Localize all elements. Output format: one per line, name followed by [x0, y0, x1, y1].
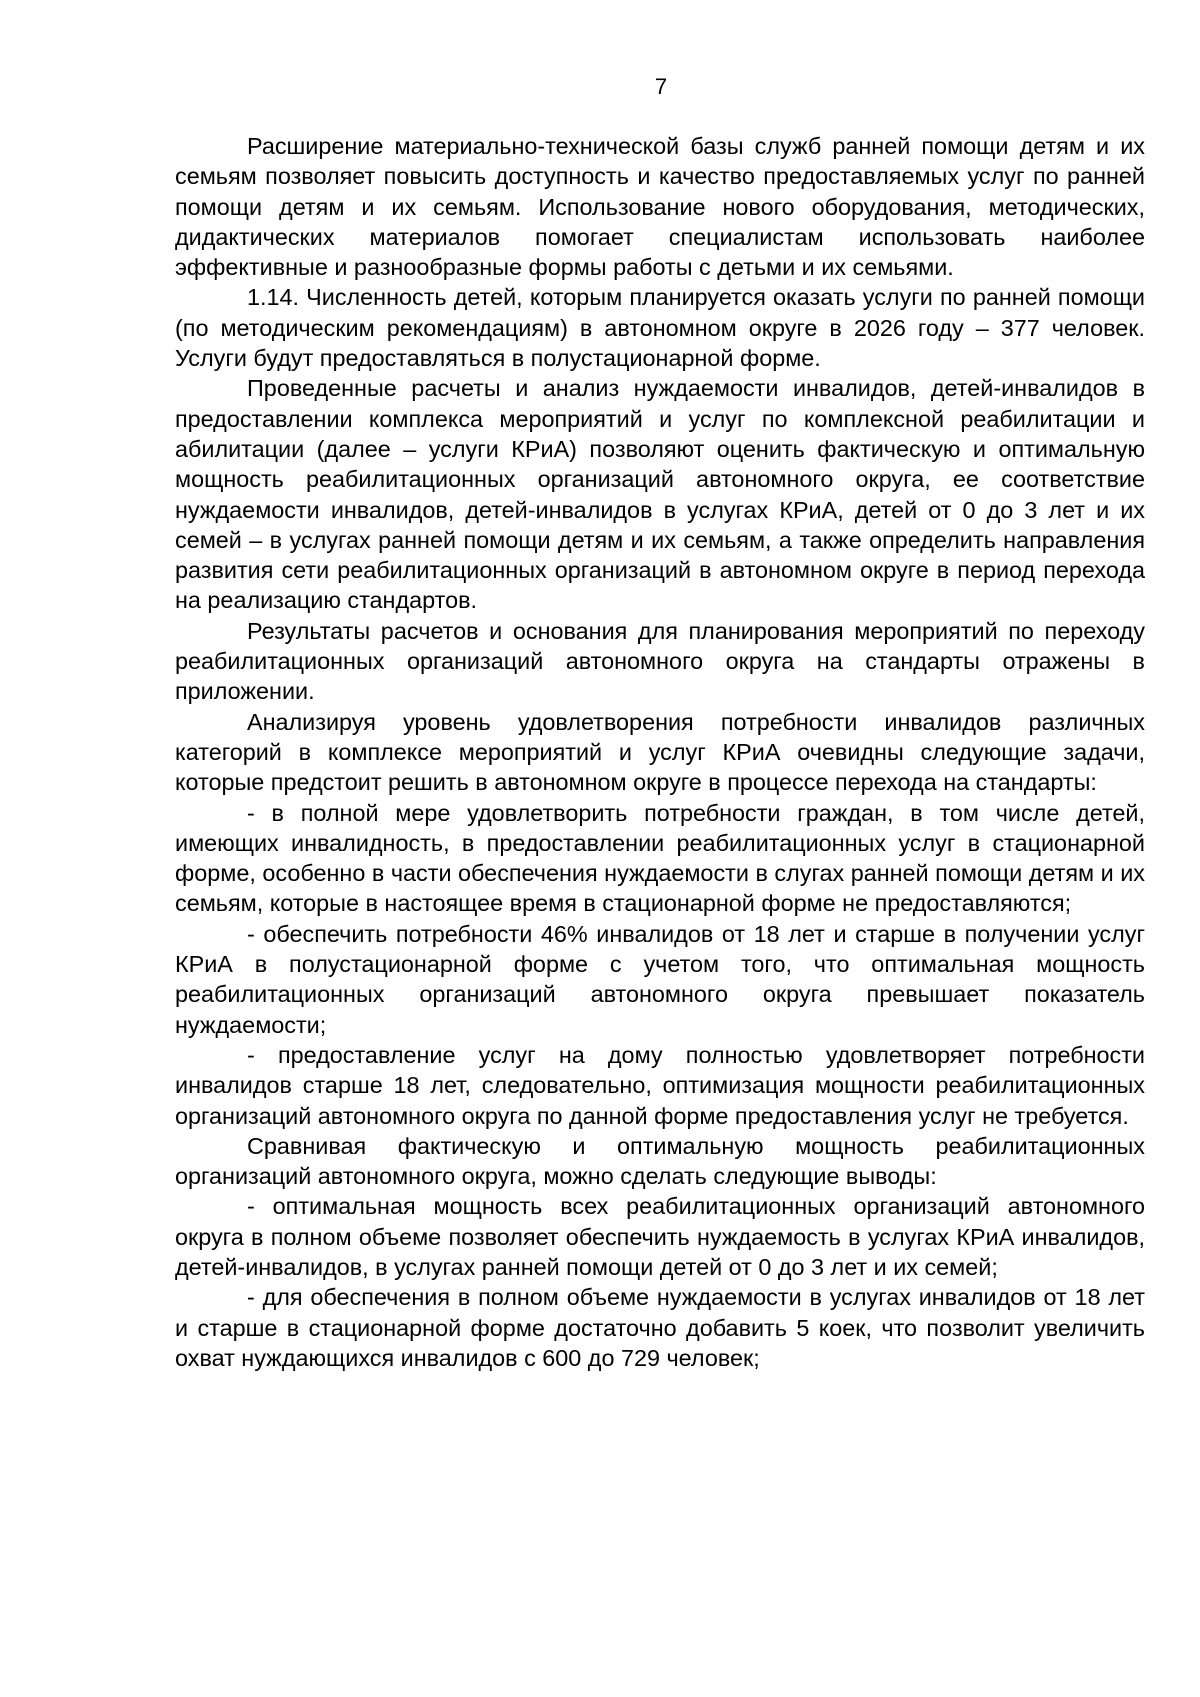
list-item-stationary-needs: - в полной мере удовлетворить потребности граждан, в том числе детей, имеющих инвалидность, в предоставлении реабилитационных услуг в стационарной форме, особенно в части обеспечения нуждаемости в слугах ранней помощи детям и их семьям, которые в настоящее время в стационарной форме не предоставляются; [175, 799, 1145, 917]
paragraph-conclusions-intro: Сравнивая фактическую и оптимальную мощность реабилитационных организаций автономного округа, можно сделать следующие выводы: [175, 1132, 1145, 1190]
page-number: 7 [654, 74, 668, 99]
paragraph-early-help-base: Расширение материально-технической базы служб ранней помощи детям и их семьям позволяет повысить доступность и качество предоставляемых услуг по ранней помощи детям и их семьям. Использование нового оборудования, методических, дидактических материалов помогает специалистам использовать наиболее эффективные и разнообразные формы работы с детьми и их семьями. [175, 133, 1145, 281]
paragraph-tasks-intro: Анализируя уровень удовлетворения потребности инвалидов различных категорий в комплексе мероприятий и услуг КРиА очевидны следующие задачи, которые предстоит решить в автономном округе в процессе перехода на стандарты: [175, 708, 1145, 796]
paragraph-children-count: 1.14. Численность детей, которым планируется оказать услуги по ранней помощи (по методическим рекомендациям) в автономном округе в 2026 году – 377 человек. Услуги будут предоставляться в полустационарной форме. [175, 284, 1145, 372]
document-body [175, 131, 1145, 1373]
paragraph-needs-analysis: Проведенные расчеты и анализ нуждаемости инвалидов, детей-инвалидов в предоставлении комплекса мероприятий и услуг по комплексной реабилитации и абилитации (далее – услуги КРиА) позволяют оценить фактическую и оптимальную мощность реабилитационных организаций автономного округа, ее соответствие нуждаемости инвалидов, детей-инвалидов в услугах КРиА, детей от 0 до 3 лет и их семей – в услугах ранней помощи детям и их семьям, а также определить направления развития сети реабилитационных организаций в автономном округе в период перехода на реализацию стандартов. [175, 375, 1145, 614]
list-item-semi-stationary-needs: - обеспечить потребности 46% инвалидов от 18 лет и старше в получении услуг КРиА в полустационарной форме с учетом того, что оптимальная мощность реабилитационных организаций автономного округа превышает показатель нуждаемости; [175, 920, 1145, 1038]
list-item-home-services: - предоставление услуг на дому полностью удовлетворяет потребности инвалидов старше 18 лет, следовательно, оптимизация мощности реабилитационных организаций автономного округа по данной форме предоставления услуг не требуется. [175, 1041, 1145, 1129]
list-item-add-beds: - для обеспечения в полном объеме нуждаемости в услугах инвалидов от 18 лет и старше в стационарной форме достаточно добавить 5 коек, что позволит увеличить охват нуждающихся инвалидов с 600 до 729 человек; [175, 1284, 1145, 1371]
paragraph-calculation-results: Результаты расчетов и основания для планирования мероприятий по переходу реабилитационных организаций автономного округа на стандарты отражены в приложении. [175, 617, 1145, 705]
list-item-optimal-capacity: - оптимальная мощность всех реабилитационных организаций автономного округа в полном объеме позволяет обеспечить нуждаемость в услугах КРиА инвалидов, детей-инвалидов, в услугах ранней помощи детей от 0 до 3 лет и их семей; [175, 1193, 1145, 1280]
